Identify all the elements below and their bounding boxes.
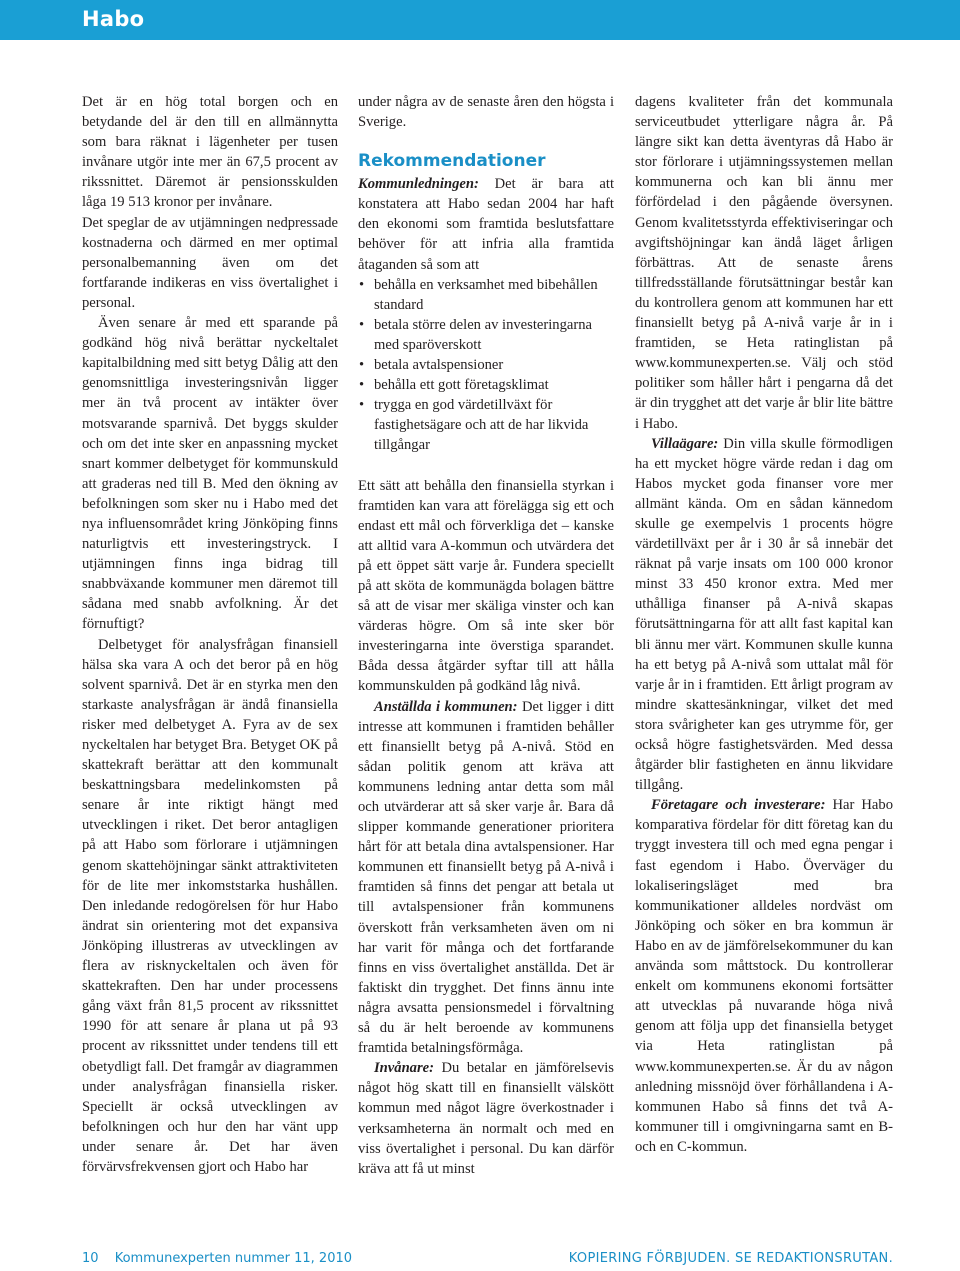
- paragraph-text: Din villa skulle förmodligen ha ett mycket högre värde redan i dag om Habos mycket goda finanser vore mer allmänt kända. Om en sådan kännedom skulle ge exempelvis 1 procents högre värdetillväxt per år i 30 år så innebär det räknat på varje insats om 100 000 kronor minst 33 450 kronor extra. Med mer uthålliga finanser på A-nivå skapas förutsättningarna för att allt fast kapital kan bli ännu mer värt. Kommunen skulle kunna ha ett betyg på A-nivå som uttalat mål för varje år in i framtiden. Ett årligt program av mindre skattesänkningar, vilket det med stora svårigheter kan ges utrymme för, ger också högre fastighetsvärden. Med dessa åtgärder blir fastigheten en ännu likvidare tillgång.: [635, 435, 893, 794]
- list-item: • trygga en god värdetillväxt för fastighetsägare och att de har likvida tillgångar: [358, 395, 614, 455]
- bullet-list: [358, 275, 614, 456]
- list-item: • betala avtalspensioner: [358, 355, 614, 375]
- paragraph: [358, 174, 614, 274]
- copyright-notice: KOPIERING FÖRBJUDEN. SE REDAKTIONSRUTAN.: [568, 1251, 893, 1266]
- paragraph: [358, 1058, 614, 1179]
- section-heading-recommendations: Rekommendationer: [358, 151, 546, 172]
- list-item: • behålla ett gott företagsklimat: [358, 375, 614, 395]
- paragraph: dagens kvaliteter från det kommunala serviceutbudet ytterligare några år. På längre sikt kan detta äventyras då Habo är stor förlorare i utjämningssystemen mellan kommunerna och kan bli ännu mer förfördelad i den pågående översynen. Genom kvalitetsstyrda effektiviseringar och avgiftshöjningar kan ändå läget årligen förbättras. Att de senaste årens tillfredsställande förutsättningar består kan du kontrollera genom att kommunen har ett finansiellt betyg på A-nivå varje år in i framtiden, se Heta ratinglistan på www.kommunexperten.se. Välj och stöd politiker som håller hårt i pengarna då det är din trygghet att det varje år blir lite bättre i Habo.: [635, 94, 893, 432]
- paragraph-lead: Anställda i kommunen:: [374, 698, 518, 715]
- list-item: • behålla en verksamhet med bibehållen standard: [358, 275, 614, 315]
- paragraph-lead: Kommunledningen:: [358, 176, 479, 193]
- text-column-3: [635, 92, 893, 1157]
- paragraph: Ett sätt att behålla den finansiella styrkan i framtiden kan vara att förelägga sig ett och endast ett mål och förverkliga det – kanske att alltid vara A-kommun och utvärdera det på ett öppet sätt varje år. Fundera speciellt på att sköta de kommunägda bolagen bättre så att de visar mer skäliga vinster och kan värderas högre. Om så inte sker bör investeringarna inte överstiga sparandet. Båda dessa åtgärder syftar till att hålla kommunskulden på godkänd låg nivå.: [358, 477, 614, 695]
- paragraph-lead: Villaägare:: [651, 435, 719, 452]
- paragraph: under några av de senaste åren den högsta i Sverige.: [358, 94, 614, 131]
- paragraph: Det är en hög total borgen och en betydande del är den till en allmännytta som bara räknat i lägenheter per tusen invånare utgör inte mer än 67,5 procent av rikssnittet. Däremot är pensionsskulden låga 19 513 kronor per invånare.: [82, 94, 338, 211]
- paragraph-text: Du betalar en jämförelsevis något hög skatt till en finansiellt välskött kommun med något lägre överkostnader i verksamheterna än normalt och med en viss övertalighet i personal. Du kan därför kräva att få ut minst: [358, 1060, 614, 1177]
- paragraph: Delbetyget för analysfrågan finansiell hälsa ska vara A och det beror på en hög solvent sparnivå. Det är en styrka men den starkaste analysfrågan är ändå finansiella risker med delbetyget A. Fyra av de sex nyckeltalen har betyget Bra. Betyget OK på skattekraft berättar att den kommunalt beskattningsbara medelinkomsten på senare år inte riktigt hängt med utvecklingen i riket. Det beror antagligen på att Habo som förlorare i utjämningen genom skattehöjningar sänkt attraktiviteten för de lite mer inkomststarka hushållen. Den inledande redogörelsen för hur Habo ändrat sin orientering mot det expansiva Jönköping illustreras av utvecklingen av flera av risknyckeltalen och även för skattekraften. Den har under processens gång växt från 81,5 procent av rikssnittet 1990 för att senare år plana ut på 93 procent av rikssnittet under tendens till ett obetydligt fall. Det framgår av diagrammen under analysfrågan finansiella risker. Speciellt är också utvecklingen av befolkningen och hur den har vänt upp under senare år. Det har även förvärvsfrekvensen gjort och Habo har: [82, 636, 338, 1175]
- paragraph: [635, 434, 893, 796]
- list-item: • betala större delen av investeringarna med sparöverskott: [358, 315, 614, 355]
- page-title: Habo: [82, 7, 145, 31]
- paragraph: Även senare år med ett sparande på godkänd hög nivå berättar nyckeltalet kapitalbildning med sitt betyg Dålig att den genomsnittliga investeringsnivån ligger mer än två procent av intäkter över motsvarande sparnivå. Det byggs skulder och om det inte sker en anpassning mycket snart kommer delbetyget för kommunskuld att graderas ned till B. Med den ökning av befolkningen som sker nu i Habo med det nya influensområdet kring Jönköping finns naturligtvis ett investeringstryck. I utjämningen finns inga bidrag till snabbväxande kommuner men däremot till sådana med snabb avfolkning. Är det förnuftigt?: [82, 315, 338, 633]
- paragraph: Det speglar de av utjämningen nedpressade kostnaderna och därmed en mer optimal personalbemanning även om det fortfarande indikeras en viss övertalighet i personal.: [82, 214, 338, 311]
- text-column-2: [358, 92, 614, 1179]
- page-footer: [82, 1251, 893, 1271]
- text-column-1: [82, 92, 338, 1177]
- header-band: [0, 0, 960, 40]
- paragraph-text: Det är bara att konstatera att Habo sedan 2004 har haft den ekonomi som framtida beslutsfattare behöver för att infria alla framtida åtaganden så som att: [358, 176, 614, 273]
- paragraph: [635, 795, 893, 1157]
- publication-name: Kommunexperten nummer 11, 2010: [114, 1251, 353, 1266]
- paragraph-lead: Företagare och investerare:: [651, 797, 826, 814]
- paragraph: [358, 697, 614, 1059]
- paragraph-lead: Invånare:: [374, 1060, 434, 1077]
- footer-left: [82, 1251, 352, 1266]
- paragraph-text: Har Habo komparativa fördelar för ditt företag kan du tryggt investera till och med egna pengar i fast egendom i Habo. Överväger du lokaliseringsläget med bra kommunikationer alldeles nordväst om Jönköping och söker en bra kommun är Habo en av de jämförelsekommuner du kan använda som måttstock. Du kontrollerar enkelt om kommunens ekonomi fortsätter att utvecklas på nuvarande höga nivå genom att följa upp det finansiella betyget via Heta ratinglistan på www.kommunexperten.se. Är du av någon anledning missnöjd över förhållandena i A-kommunen Habo så finns det två A-kommuner till i omgivningarna samt en B- och en C-kommun.: [635, 797, 893, 1155]
- paragraph-text: Det ligger i ditt intresse att kommunen i framtiden behåller ett finansiellt betyg på A-nivå. Stöd en sådan politik genom att kräva att kommunens ledning antar detta som mål och utvärderar att så sker varje år. Bara då slipper kommande generationer prioritera hårt för att betala dina avtalspensioner. Har kommunen ett finansiellt betyg på A-nivå i framtiden så finns det pengar att betala ut till avtalspensioner från kommunens överskott från verksamheten även om ni har varit för många och det fortfarande finns en viss övertalighet anställda. Det är faktiskt din trygghet. Det finns ännu inte några avsatta pensionsmedel i förvaltning så du är helt beroende av kommunens framtida betalningsförmåga.: [358, 698, 614, 1057]
- page-number: 10: [82, 1251, 99, 1266]
